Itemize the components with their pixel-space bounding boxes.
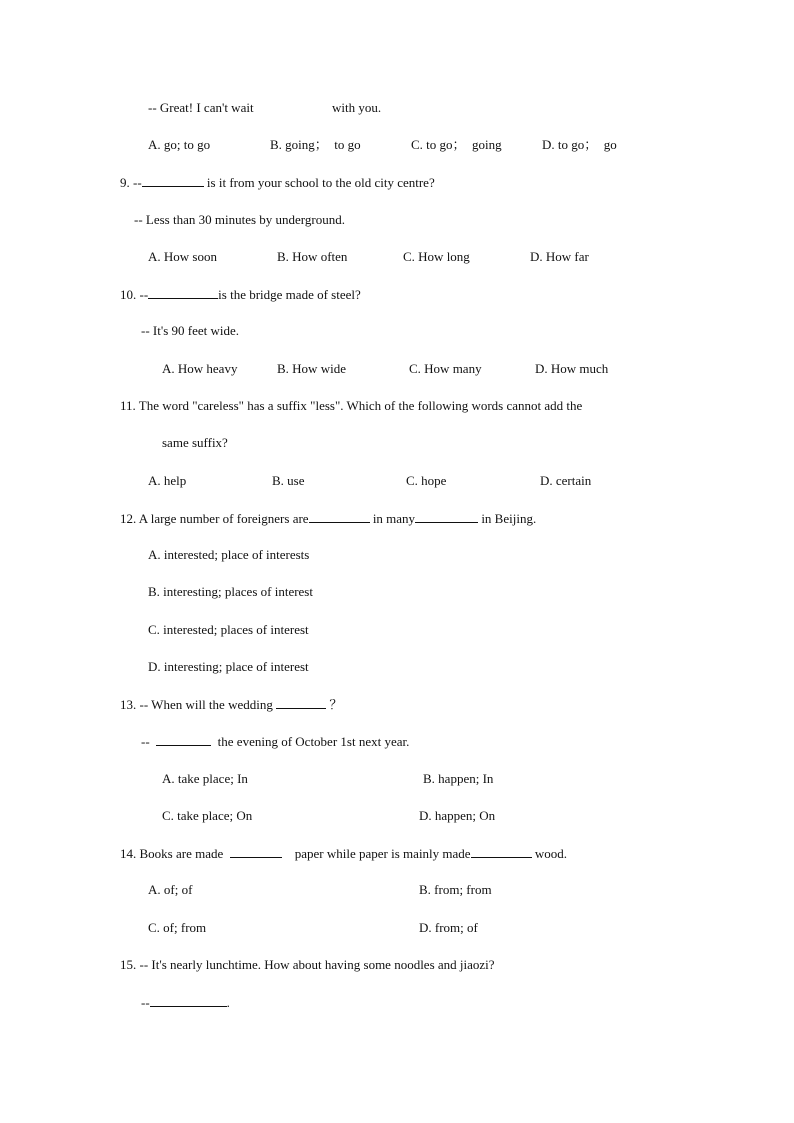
q11-stem: 11. The word "careless" has a suffix "less". Which of the following words cannot add the — [120, 398, 583, 413]
q15-stem: 15. -- It's nearly lunchtime. How about having some noodles and jiaozi? — [120, 957, 495, 972]
q9-option-a[interactable]: A. How soon — [148, 249, 217, 264]
q10-option-a[interactable]: A. How heavy — [162, 361, 238, 376]
q14-option-d[interactable]: D. from; of — [419, 920, 478, 935]
answer-blank[interactable] — [471, 845, 532, 858]
q8-stem-after: with you. — [332, 100, 382, 115]
q13-stem: 13. -- When will the wedding ？ — [120, 697, 343, 712]
answer-blank[interactable] — [309, 510, 370, 523]
q11-option-c[interactable]: C. hope — [406, 473, 447, 488]
q9-stem: 9. -- is it from your school to the old city centre? — [120, 175, 435, 190]
q13-option-a[interactable]: A. take place; In — [162, 771, 248, 786]
q12-stem: 12. A large number of foreigners are in many in Beijing. — [120, 511, 537, 526]
q8-option-b[interactable]: B. going； to go — [270, 137, 361, 152]
q10-stem: 10. -- is the bridge made of steel? — [120, 287, 361, 302]
q9-option-b[interactable]: B. How often — [277, 249, 348, 264]
q11-option-d[interactable]: D. certain — [540, 473, 592, 488]
answer-blank[interactable] — [276, 696, 326, 709]
q13-option-d[interactable]: D. happen; On — [419, 808, 496, 823]
q8-option-a[interactable]: A. go; to go — [148, 137, 211, 152]
answer-blank[interactable] — [148, 286, 218, 299]
q13-option-c[interactable]: C. take place; On — [162, 808, 253, 823]
q10-answer: -- It's 90 feet wide. — [141, 323, 240, 338]
q11-stem-cont: same suffix? — [162, 435, 228, 450]
q12-option-b[interactable]: B. interesting; places of interest — [148, 584, 313, 599]
answer-blank[interactable] — [156, 733, 211, 746]
q11-option-a[interactable]: A. help — [148, 473, 187, 488]
answer-blank[interactable] — [142, 174, 204, 187]
q12-option-c[interactable]: C. interested; places of interest — [148, 622, 309, 637]
q10-option-c[interactable]: C. How many — [409, 361, 482, 376]
q9-option-d[interactable]: D. How far — [530, 249, 589, 264]
q9-answer: -- Less than 30 minutes by underground. — [134, 212, 345, 227]
q11-option-b[interactable]: B. use — [272, 473, 305, 488]
q13-answer: -- the evening of October 1st next year. — [141, 734, 410, 749]
answer-blank[interactable] — [415, 510, 478, 523]
q15-answer: -- . — [141, 995, 230, 1010]
q10-option-b[interactable]: B. How wide — [277, 361, 346, 376]
q9-option-c[interactable]: C. How long — [403, 249, 470, 264]
q8-stem: -- Great! I can't wait — [148, 100, 254, 115]
q12-option-a[interactable]: A. interested; place of interests — [148, 547, 310, 562]
q13-option-b[interactable]: B. happen; In — [423, 771, 494, 786]
q14-option-a[interactable]: A. of; of — [148, 882, 193, 897]
q14-option-c[interactable]: C. of; from — [148, 920, 207, 935]
q8-option-c[interactable]: C. to go； going — [411, 137, 502, 152]
q8-option-d[interactable]: D. to go； go — [542, 137, 617, 152]
answer-blank[interactable] — [230, 845, 282, 858]
q10-option-d[interactable]: D. How much — [535, 361, 609, 376]
q14-option-b[interactable]: B. from; from — [419, 882, 492, 897]
answer-blank[interactable] — [150, 994, 227, 1007]
q14-stem: 14. Books are made paper while paper is mainly made wood. — [120, 846, 567, 861]
q12-option-d[interactable]: D. interesting; place of interest — [148, 659, 309, 674]
